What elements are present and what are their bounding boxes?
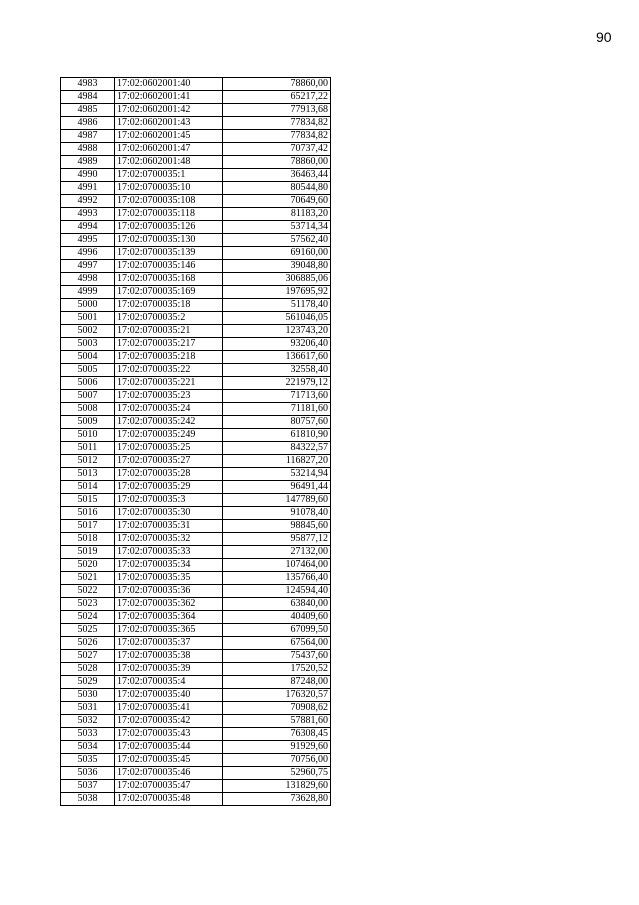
value-cell: 77834,82 <box>223 130 331 143</box>
row-number-cell: 4987 <box>61 130 115 143</box>
cadastral-number-cell: 17:02:0700035:146 <box>115 260 223 273</box>
data-table <box>60 77 331 806</box>
table-row <box>61 793 331 806</box>
table-row <box>61 338 331 351</box>
row-number-cell: 5035 <box>61 754 115 767</box>
cadastral-number-cell: 17:02:0700035:43 <box>115 728 223 741</box>
row-number-cell: 5036 <box>61 767 115 780</box>
value-cell: 107464,00 <box>223 559 331 572</box>
row-number-cell: 5033 <box>61 728 115 741</box>
value-cell: 124594,40 <box>223 585 331 598</box>
row-number-cell: 5031 <box>61 702 115 715</box>
cadastral-number-cell: 17:02:0602001:47 <box>115 143 223 156</box>
cadastral-number-cell: 17:02:0602001:41 <box>115 91 223 104</box>
table-row <box>61 767 331 780</box>
cadastral-number-cell: 17:02:0700035:46 <box>115 767 223 780</box>
value-cell: 77834,82 <box>223 117 331 130</box>
value-cell: 52960,75 <box>223 767 331 780</box>
value-cell: 96491,44 <box>223 481 331 494</box>
cadastral-number-cell: 17:02:0700035:30 <box>115 507 223 520</box>
table-row <box>61 468 331 481</box>
value-cell: 51178,40 <box>223 299 331 312</box>
table-row <box>61 299 331 312</box>
cadastral-number-cell: 17:02:0700035:118 <box>115 208 223 221</box>
cadastral-number-cell: 17:02:0700035:35 <box>115 572 223 585</box>
table-row <box>61 481 331 494</box>
table-row <box>61 195 331 208</box>
value-cell: 80757,60 <box>223 416 331 429</box>
row-number-cell: 4996 <box>61 247 115 260</box>
row-number-cell: 5023 <box>61 598 115 611</box>
table-row <box>61 325 331 338</box>
table-row <box>61 104 331 117</box>
value-cell: 80544,80 <box>223 182 331 195</box>
value-cell: 91078,40 <box>223 507 331 520</box>
cadastral-number-cell: 17:02:0700035:168 <box>115 273 223 286</box>
value-cell: 67564,00 <box>223 637 331 650</box>
table-row <box>61 247 331 260</box>
row-number-cell: 5021 <box>61 572 115 585</box>
table-row <box>61 507 331 520</box>
cadastral-number-cell: 17:02:0700035:24 <box>115 403 223 416</box>
cadastral-number-cell: 17:02:0700035:38 <box>115 650 223 663</box>
row-number-cell: 5019 <box>61 546 115 559</box>
row-number-cell: 5006 <box>61 377 115 390</box>
cadastral-number-cell: 17:02:0700035:25 <box>115 442 223 455</box>
table-row <box>61 624 331 637</box>
value-cell: 78860,00 <box>223 156 331 169</box>
cadastral-number-cell: 17:02:0700035:3 <box>115 494 223 507</box>
cadastral-number-cell: 17:02:0700035:44 <box>115 741 223 754</box>
row-number-cell: 5028 <box>61 663 115 676</box>
value-cell: 95877,12 <box>223 533 331 546</box>
table-row <box>61 182 331 195</box>
value-cell: 87248,00 <box>223 676 331 689</box>
table-row <box>61 234 331 247</box>
row-number-cell: 5013 <box>61 468 115 481</box>
cadastral-number-cell: 17:02:0700035:45 <box>115 754 223 767</box>
cadastral-number-cell: 17:02:0700035:249 <box>115 429 223 442</box>
value-cell: 78860,00 <box>223 78 331 91</box>
value-cell: 40409,60 <box>223 611 331 624</box>
cadastral-number-cell: 17:02:0700035:21 <box>115 325 223 338</box>
value-cell: 57562,40 <box>223 234 331 247</box>
cadastral-number-cell: 17:02:0700035:365 <box>115 624 223 637</box>
table-row <box>61 78 331 91</box>
cadastral-number-cell: 17:02:0602001:42 <box>115 104 223 117</box>
value-cell: 71713,60 <box>223 390 331 403</box>
cadastral-number-cell: 17:02:0700035:40 <box>115 689 223 702</box>
table-row <box>61 533 331 546</box>
value-cell: 70756,00 <box>223 754 331 767</box>
cadastral-number-cell: 17:02:0602001:43 <box>115 117 223 130</box>
cadastral-number-cell: 17:02:0602001:48 <box>115 156 223 169</box>
table-row <box>61 546 331 559</box>
table-row <box>61 741 331 754</box>
value-cell: 197695,92 <box>223 286 331 299</box>
value-cell: 176320,57 <box>223 689 331 702</box>
table-row <box>61 403 331 416</box>
table-row <box>61 260 331 273</box>
row-number-cell: 4985 <box>61 104 115 117</box>
value-cell: 61810,90 <box>223 429 331 442</box>
row-number-cell: 5014 <box>61 481 115 494</box>
table-row <box>61 117 331 130</box>
row-number-cell: 5016 <box>61 507 115 520</box>
row-number-cell: 5025 <box>61 624 115 637</box>
value-cell: 69160,00 <box>223 247 331 260</box>
cadastral-number-cell: 17:02:0700035:130 <box>115 234 223 247</box>
table-row <box>61 169 331 182</box>
value-cell: 53214,94 <box>223 468 331 481</box>
table-row <box>61 650 331 663</box>
table-row <box>61 702 331 715</box>
cadastral-number-cell: 17:02:0700035:37 <box>115 637 223 650</box>
value-cell: 221979,12 <box>223 377 331 390</box>
value-cell: 36463,44 <box>223 169 331 182</box>
row-number-cell: 4989 <box>61 156 115 169</box>
cadastral-number-cell: 17:02:0700035:47 <box>115 780 223 793</box>
row-number-cell: 4999 <box>61 286 115 299</box>
cadastral-number-cell: 17:02:0700035:31 <box>115 520 223 533</box>
cadastral-number-cell: 17:02:0700035:32 <box>115 533 223 546</box>
cadastral-number-cell: 17:02:0700035:217 <box>115 338 223 351</box>
table-row <box>61 494 331 507</box>
value-cell: 131829,60 <box>223 780 331 793</box>
value-cell: 135766,40 <box>223 572 331 585</box>
table-row <box>61 637 331 650</box>
table-row <box>61 143 331 156</box>
table-row <box>61 273 331 286</box>
cadastral-number-cell: 17:02:0700035:126 <box>115 221 223 234</box>
row-number-cell: 5002 <box>61 325 115 338</box>
table-row <box>61 416 331 429</box>
table-row <box>61 286 331 299</box>
row-number-cell: 5020 <box>61 559 115 572</box>
table-row <box>61 312 331 325</box>
value-cell: 73628,80 <box>223 793 331 806</box>
row-number-cell: 5018 <box>61 533 115 546</box>
row-number-cell: 4994 <box>61 221 115 234</box>
table-row <box>61 91 331 104</box>
cadastral-number-cell: 17:02:0700035:10 <box>115 182 223 195</box>
value-cell: 32558,40 <box>223 364 331 377</box>
row-number-cell: 4997 <box>61 260 115 273</box>
table-row <box>61 156 331 169</box>
value-cell: 65217,22 <box>223 91 331 104</box>
value-cell: 136617,60 <box>223 351 331 364</box>
cadastral-number-cell: 17:02:0700035:108 <box>115 195 223 208</box>
value-cell: 39048,80 <box>223 260 331 273</box>
table-row <box>61 351 331 364</box>
table-row <box>61 715 331 728</box>
row-number-cell: 4992 <box>61 195 115 208</box>
page-number: 90 <box>596 29 612 45</box>
value-cell: 27132,00 <box>223 546 331 559</box>
row-number-cell: 4991 <box>61 182 115 195</box>
cadastral-number-cell: 17:02:0602001:45 <box>115 130 223 143</box>
row-number-cell: 5026 <box>61 637 115 650</box>
cadastral-number-cell: 17:02:0700035:4 <box>115 676 223 689</box>
row-number-cell: 4998 <box>61 273 115 286</box>
row-number-cell: 5029 <box>61 676 115 689</box>
row-number-cell: 4983 <box>61 78 115 91</box>
value-cell: 93206,40 <box>223 338 331 351</box>
table-row <box>61 689 331 702</box>
table-row <box>61 377 331 390</box>
table-row <box>61 676 331 689</box>
cadastral-number-cell: 17:02:0700035:27 <box>115 455 223 468</box>
cadastral-number-cell: 17:02:0700035:28 <box>115 468 223 481</box>
table-row <box>61 585 331 598</box>
row-number-cell: 5030 <box>61 689 115 702</box>
row-number-cell: 4986 <box>61 117 115 130</box>
row-number-cell: 4990 <box>61 169 115 182</box>
value-cell: 98845,60 <box>223 520 331 533</box>
table-row <box>61 728 331 741</box>
row-number-cell: 5012 <box>61 455 115 468</box>
cadastral-number-cell: 17:02:0700035:39 <box>115 663 223 676</box>
table-row <box>61 520 331 533</box>
row-number-cell: 5017 <box>61 520 115 533</box>
cadastral-number-cell: 17:02:0700035:218 <box>115 351 223 364</box>
cadastral-number-cell: 17:02:0700035:48 <box>115 793 223 806</box>
row-number-cell: 5038 <box>61 793 115 806</box>
table-row <box>61 429 331 442</box>
cadastral-number-cell: 17:02:0700035:33 <box>115 546 223 559</box>
row-number-cell: 4993 <box>61 208 115 221</box>
row-number-cell: 5000 <box>61 299 115 312</box>
value-cell: 75437,60 <box>223 650 331 663</box>
value-cell: 70908,62 <box>223 702 331 715</box>
row-number-cell: 5024 <box>61 611 115 624</box>
row-number-cell: 4995 <box>61 234 115 247</box>
value-cell: 123743,20 <box>223 325 331 338</box>
table-row <box>61 455 331 468</box>
row-number-cell: 5003 <box>61 338 115 351</box>
value-cell: 76308,45 <box>223 728 331 741</box>
value-cell: 306885,06 <box>223 273 331 286</box>
value-cell: 77913,68 <box>223 104 331 117</box>
value-cell: 116827,20 <box>223 455 331 468</box>
row-number-cell: 5004 <box>61 351 115 364</box>
value-cell: 84322,57 <box>223 442 331 455</box>
value-cell: 57881,60 <box>223 715 331 728</box>
cadastral-number-cell: 17:02:0700035:34 <box>115 559 223 572</box>
table-row <box>61 442 331 455</box>
table-row <box>61 364 331 377</box>
cadastral-number-cell: 17:02:0700035:139 <box>115 247 223 260</box>
value-cell: 91929,60 <box>223 741 331 754</box>
row-number-cell: 5027 <box>61 650 115 663</box>
cadastral-number-cell: 17:02:0700035:42 <box>115 715 223 728</box>
value-cell: 561046,05 <box>223 312 331 325</box>
table-row <box>61 572 331 585</box>
cadastral-number-cell: 17:02:0700035:18 <box>115 299 223 312</box>
row-number-cell: 5001 <box>61 312 115 325</box>
value-cell: 81183,20 <box>223 208 331 221</box>
cadastral-number-cell: 17:02:0700035:29 <box>115 481 223 494</box>
row-number-cell: 5022 <box>61 585 115 598</box>
row-number-cell: 5007 <box>61 390 115 403</box>
value-cell: 147789,60 <box>223 494 331 507</box>
row-number-cell: 5011 <box>61 442 115 455</box>
cadastral-number-cell: 17:02:0700035:36 <box>115 585 223 598</box>
row-number-cell: 5032 <box>61 715 115 728</box>
cadastral-number-cell: 17:02:0700035:1 <box>115 169 223 182</box>
row-number-cell: 5034 <box>61 741 115 754</box>
table-row <box>61 598 331 611</box>
cadastral-number-cell: 17:02:0700035:23 <box>115 390 223 403</box>
cadastral-number-cell: 17:02:0700035:41 <box>115 702 223 715</box>
table-row <box>61 754 331 767</box>
cadastral-number-cell: 17:02:0602001:40 <box>115 78 223 91</box>
row-number-cell: 5009 <box>61 416 115 429</box>
table-row <box>61 390 331 403</box>
table-row <box>61 780 331 793</box>
cadastral-number-cell: 17:02:0700035:362 <box>115 598 223 611</box>
cadastral-number-cell: 17:02:0700035:364 <box>115 611 223 624</box>
cadastral-number-cell: 17:02:0700035:22 <box>115 364 223 377</box>
table-body <box>61 78 331 806</box>
table-row <box>61 208 331 221</box>
value-cell: 53714,34 <box>223 221 331 234</box>
row-number-cell: 4984 <box>61 91 115 104</box>
table-row <box>61 130 331 143</box>
value-cell: 63840,00 <box>223 598 331 611</box>
cadastral-number-cell: 17:02:0700035:221 <box>115 377 223 390</box>
row-number-cell: 5008 <box>61 403 115 416</box>
table-row <box>61 221 331 234</box>
cadastral-number-cell: 17:02:0700035:169 <box>115 286 223 299</box>
value-cell: 67099,50 <box>223 624 331 637</box>
value-cell: 70649,60 <box>223 195 331 208</box>
table-row <box>61 663 331 676</box>
row-number-cell: 5005 <box>61 364 115 377</box>
value-cell: 71181,60 <box>223 403 331 416</box>
row-number-cell: 4988 <box>61 143 115 156</box>
table-row <box>61 611 331 624</box>
row-number-cell: 5037 <box>61 780 115 793</box>
value-cell: 70737,42 <box>223 143 331 156</box>
cadastral-number-cell: 17:02:0700035:242 <box>115 416 223 429</box>
cadastral-number-cell: 17:02:0700035:2 <box>115 312 223 325</box>
row-number-cell: 5015 <box>61 494 115 507</box>
value-cell: 17520,52 <box>223 663 331 676</box>
row-number-cell: 5010 <box>61 429 115 442</box>
table-row <box>61 559 331 572</box>
